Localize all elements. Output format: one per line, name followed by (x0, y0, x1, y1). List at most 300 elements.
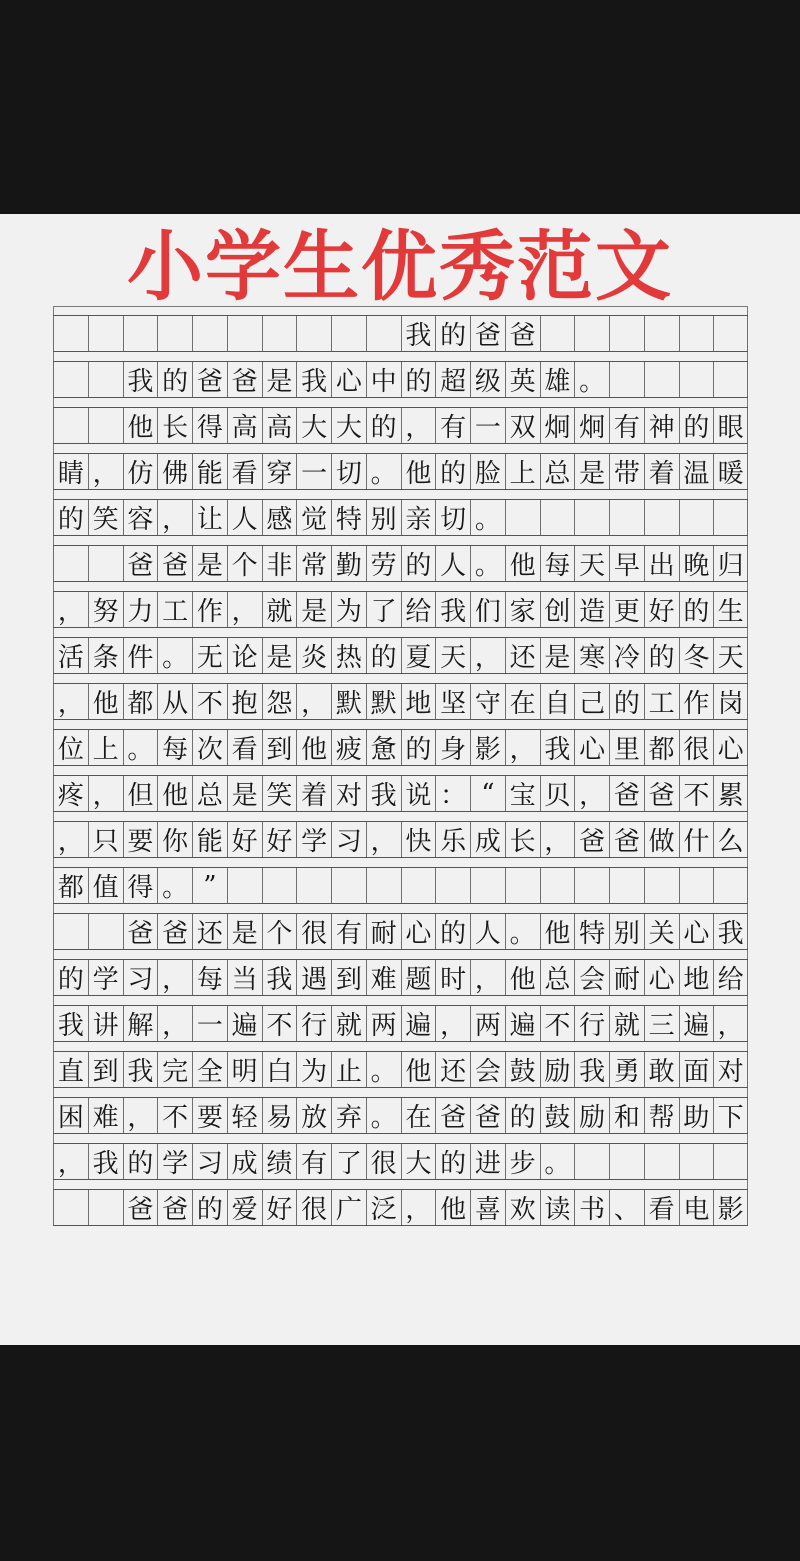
grid-cell (88, 1190, 123, 1225)
grid-cell: 爱 (227, 1190, 262, 1225)
grid-cell: 勤 (331, 546, 366, 581)
grid-cell: 爸 (123, 1190, 158, 1225)
grid-cell: 工 (157, 592, 192, 627)
grid-cell (574, 868, 609, 903)
grid-cell: 不 (540, 1006, 575, 1041)
grid-cell: 他 (435, 1190, 470, 1225)
grid-cell: 他 (401, 1052, 436, 1087)
grid-cell: 放 (296, 1098, 331, 1133)
grid-cell: 遍 (679, 1006, 714, 1041)
grid-cell: 进 (470, 1144, 505, 1179)
grid-cell: 人 (470, 914, 505, 949)
grid-cell (679, 362, 714, 397)
grid-cell: 轻 (227, 1098, 262, 1133)
essay-line (53, 499, 748, 536)
grid-cell: ， (540, 822, 575, 857)
grid-cell: 我 (540, 730, 575, 765)
grid-cell: 很 (679, 730, 714, 765)
grid-cell: ， (505, 730, 540, 765)
grid-cell: 生 (713, 592, 748, 627)
grid-cell: 困 (53, 1098, 88, 1133)
grid-cell: 寒 (574, 638, 609, 673)
grid-cell: 是 (227, 914, 262, 949)
grid-cell: 超 (435, 362, 470, 397)
grid-cell: 白 (262, 1052, 297, 1087)
grid-cell: 明 (227, 1052, 262, 1087)
grid-cell: 工 (644, 684, 679, 719)
essay-line (53, 729, 748, 766)
grid-cell: 给 (713, 960, 748, 995)
grid-cell: 不 (157, 1098, 192, 1133)
grid-cell: 讲 (88, 1006, 123, 1041)
grid-cell: 温 (679, 454, 714, 489)
grid-cell: 大 (296, 408, 331, 443)
grid-cell: 好 (262, 822, 297, 857)
grid-cell: ， (470, 638, 505, 673)
grid-cell: 们 (470, 592, 505, 627)
grid-cell: 别 (609, 914, 644, 949)
grid-cell: 特 (331, 500, 366, 535)
row-gap (53, 536, 748, 545)
grid-cell: 有 (609, 408, 644, 443)
essay-line (53, 361, 748, 398)
grid-cell: 件 (123, 638, 158, 673)
grid-cell: 弃 (331, 1098, 366, 1133)
grid-cell: 心 (679, 914, 714, 949)
grid-cell: ， (713, 1006, 748, 1041)
grid-cell: 晚 (679, 546, 714, 581)
grid-cell: 得 (123, 868, 158, 903)
grid-cell: 次 (192, 730, 227, 765)
grid-cell: 为 (296, 1052, 331, 1087)
grid-cell (679, 500, 714, 535)
grid-cell: 说 (401, 776, 436, 811)
grid-cell: 爸 (157, 546, 192, 581)
grid-cell: 到 (262, 730, 297, 765)
grid-cell: 的 (644, 638, 679, 673)
grid-cell: 对 (713, 1052, 748, 1087)
grid-cell: 影 (470, 730, 505, 765)
grid-cell: 常 (296, 546, 331, 581)
grid-cell: 的 (435, 316, 470, 351)
grid-cell: ， (470, 960, 505, 995)
grid-cell: ， (53, 1144, 88, 1179)
grid-cell: 穿 (262, 454, 297, 489)
grid-cell: 一 (470, 408, 505, 443)
grid-cell: 爸 (227, 362, 262, 397)
grid-cell (53, 1190, 88, 1225)
grid-cell: 睛 (53, 454, 88, 489)
grid-cell: 遍 (505, 1006, 540, 1041)
grid-cell: 很 (296, 914, 331, 949)
grid-cell: 中 (366, 362, 401, 397)
grid-cell: “ (470, 776, 505, 811)
grid-cell: ， (157, 960, 192, 995)
grid-cell (88, 362, 123, 397)
grid-cell: 有 (435, 408, 470, 443)
grid-cell (609, 362, 644, 397)
row-gap (53, 1088, 748, 1097)
grid-cell: 贝 (540, 776, 575, 811)
grid-cell: ” (192, 868, 227, 903)
grid-cell: 在 (401, 1098, 436, 1133)
grid-cell: 习 (331, 822, 366, 857)
grid-cell: 鼓 (505, 1052, 540, 1087)
essay-line (53, 913, 748, 950)
grid-cell: 面 (679, 1052, 714, 1087)
grid-cell: 很 (296, 1190, 331, 1225)
grid-cell: 的 (435, 454, 470, 489)
grid-cell: 要 (123, 822, 158, 857)
row-gap (53, 1180, 748, 1189)
grid-cell: 是 (227, 776, 262, 811)
grid-cell: 早 (609, 546, 644, 581)
grid-cell: ， (401, 408, 436, 443)
grid-cell: 的 (53, 960, 88, 995)
grid-cell: 爸 (470, 1098, 505, 1133)
grid-cell: 劳 (366, 546, 401, 581)
grid-cell: 是 (262, 638, 297, 673)
grid-cell: 地 (679, 960, 714, 995)
grid-cell (679, 1144, 714, 1179)
grid-cell: 成 (470, 822, 505, 857)
grid-cell: 眼 (713, 408, 748, 443)
grid-cell: 爸 (123, 546, 158, 581)
grid-cell (88, 408, 123, 443)
grid-cell (505, 868, 540, 903)
grid-cell: 惫 (366, 730, 401, 765)
grid-cell: 努 (88, 592, 123, 627)
grid-cell (331, 316, 366, 351)
grid-cell: 看 (227, 454, 262, 489)
grid-cell: 长 (505, 822, 540, 857)
grid-cell: 有 (331, 914, 366, 949)
row-gap (53, 444, 748, 453)
grid-cell: 天 (574, 546, 609, 581)
grid-cell: 里 (609, 730, 644, 765)
grid-cell: 心 (713, 730, 748, 765)
grid-cell: 到 (88, 1052, 123, 1087)
grid-cell: 冬 (679, 638, 714, 673)
grid-cell: 。 (366, 454, 401, 489)
grid-cell (435, 868, 470, 903)
grid-cell: 影 (713, 1190, 748, 1225)
grid-cell: 就 (262, 592, 297, 627)
grid-cell: 给 (401, 592, 436, 627)
grid-cell: 只 (88, 822, 123, 857)
grid-cell: 默 (366, 684, 401, 719)
grid-cell: 的 (366, 408, 401, 443)
grid-cell: 不 (192, 684, 227, 719)
grid-cell: 得 (192, 408, 227, 443)
grid-cell: 会 (470, 1052, 505, 1087)
grid-cell (401, 868, 436, 903)
grid-cell: 易 (262, 1098, 297, 1133)
row-gap (53, 674, 748, 683)
grid-cell: 个 (227, 546, 262, 581)
grid-cell: 心 (644, 960, 679, 995)
grid-cell: 题 (401, 960, 436, 995)
grid-cell: 喜 (470, 1190, 505, 1225)
grid-cell: 的 (401, 546, 436, 581)
grid-cell: 夏 (401, 638, 436, 673)
grid-cell: ， (157, 1006, 192, 1041)
grid-cell: 地 (401, 684, 436, 719)
grid-cell: 别 (366, 500, 401, 535)
row-gap (53, 996, 748, 1005)
grid-cell: ， (435, 1006, 470, 1041)
grid-cell: 快 (401, 822, 436, 857)
grid-cell: 他 (505, 960, 540, 995)
grid-cell: 的 (609, 684, 644, 719)
grid-cell: 有 (296, 1144, 331, 1179)
grid-cell: 更 (609, 592, 644, 627)
grid-cell (609, 868, 644, 903)
grid-cell: 自 (540, 684, 575, 719)
grid-cell: 爸 (505, 316, 540, 351)
grid-cell: 很 (366, 1144, 401, 1179)
grid-cell: 、 (609, 1190, 644, 1225)
grid-cell: 是 (540, 638, 575, 673)
essay-heading-row (53, 315, 748, 352)
grid-cell: 都 (53, 868, 88, 903)
grid-cell: 作 (192, 592, 227, 627)
grid-cell: 看 (227, 730, 262, 765)
row-gap (53, 766, 748, 775)
grid-cell: 好 (262, 1190, 297, 1225)
grid-cell: 止 (331, 1052, 366, 1087)
grid-cell: 能 (192, 454, 227, 489)
essay-line (53, 1189, 748, 1226)
grid-cell: 三 (644, 1006, 679, 1041)
row-gap (53, 812, 748, 821)
grid-cell: 耐 (366, 914, 401, 949)
grid-cell: 。 (366, 1052, 401, 1087)
grid-cell: 上 (88, 730, 123, 765)
grid-cell: 仿 (123, 454, 158, 489)
grid-cell: 的 (53, 500, 88, 535)
grid-cell: 行 (296, 1006, 331, 1041)
grid-cell: 要 (192, 1098, 227, 1133)
grid-cell: 着 (644, 454, 679, 489)
grid-cell: 但 (123, 776, 158, 811)
grid-cell: 他 (296, 730, 331, 765)
grid-cell (53, 914, 88, 949)
grid-cell: ， (401, 1190, 436, 1225)
grid-cell (192, 316, 227, 351)
grid-cell: 么 (713, 822, 748, 857)
row-gap (53, 490, 748, 499)
grid-cell: 着 (296, 776, 331, 811)
grid-cell (470, 868, 505, 903)
grid-cell (609, 500, 644, 535)
grid-cell: 全 (192, 1052, 227, 1087)
grid-cell: 一 (296, 454, 331, 489)
grid-cell: 上 (505, 454, 540, 489)
grid-cell: 习 (123, 960, 158, 995)
grid-cell: 我 (713, 914, 748, 949)
grid-cell: 暖 (713, 454, 748, 489)
grid-cell: 爸 (470, 316, 505, 351)
grid-cell (262, 316, 297, 351)
grid-cell: 鼓 (540, 1098, 575, 1133)
grid-cell: 。 (366, 1098, 401, 1133)
row-gap (53, 720, 748, 729)
grid-cell (574, 500, 609, 535)
grid-cell: 绩 (262, 1144, 297, 1179)
essay-line (53, 867, 748, 904)
grid-cell: 笑 (262, 776, 297, 811)
grid-cell: 是 (192, 546, 227, 581)
grid-cell: 从 (157, 684, 192, 719)
essay-line (53, 1005, 748, 1042)
essay-line (53, 407, 748, 444)
grid-cell: 。 (505, 914, 540, 949)
grid-cell: 了 (331, 1144, 366, 1179)
grid-cell: 默 (331, 684, 366, 719)
grid-cell (609, 316, 644, 351)
grid-cell: 时 (435, 960, 470, 995)
grid-cell (713, 316, 748, 351)
grid-cell: 我 (262, 960, 297, 995)
grid-cell: ， (227, 592, 262, 627)
grid-cell: 带 (609, 454, 644, 489)
grid-cell: 的 (401, 362, 436, 397)
grid-cell: 亲 (401, 500, 436, 535)
grid-cell (88, 316, 123, 351)
row-gap (53, 858, 748, 867)
grid-cell: 笑 (88, 500, 123, 535)
grid-cell (88, 914, 123, 949)
grid-cell: 。 (470, 500, 505, 535)
grid-cell: 励 (540, 1052, 575, 1087)
grid-cell (262, 868, 297, 903)
grid-cell: 和 (609, 1098, 644, 1133)
grid-cell: 还 (192, 914, 227, 949)
grid-cell: 的 (123, 1144, 158, 1179)
grid-cell: 高 (227, 408, 262, 443)
grid-cell: 爸 (192, 362, 227, 397)
grid-cell: 人 (435, 546, 470, 581)
grid-cell: 他 (505, 546, 540, 581)
grid-cell: 累 (713, 776, 748, 811)
page-title: 小学生优秀范文 (127, 222, 673, 311)
grid-cell: 他 (123, 408, 158, 443)
grid-cell: 不 (262, 1006, 297, 1041)
grid-cell: 出 (644, 546, 679, 581)
grid-cell: 学 (88, 960, 123, 995)
row-gap (53, 1042, 748, 1051)
grid-cell: 学 (157, 1144, 192, 1179)
grid-cell: 好 (644, 592, 679, 627)
grid-cell (713, 868, 748, 903)
grid-cell (644, 362, 679, 397)
grid-cell: ， (53, 684, 88, 719)
grid-cell: 好 (227, 822, 262, 857)
grid-cell (713, 500, 748, 535)
grid-cell: 佛 (157, 454, 192, 489)
grid-cell: 都 (644, 730, 679, 765)
essay-line (53, 1051, 748, 1088)
grid-cell: 习 (192, 1144, 227, 1179)
grid-cell: 学 (296, 822, 331, 857)
grid-cell (644, 868, 679, 903)
grid-cell: 英 (505, 362, 540, 397)
grid-cell: 神 (644, 408, 679, 443)
grid-cell: 身 (435, 730, 470, 765)
grid-cell: 解 (123, 1006, 158, 1041)
grid-cell: 耐 (609, 960, 644, 995)
grid-cell: 我 (435, 592, 470, 627)
grid-cell: 无 (192, 638, 227, 673)
grid-cell (644, 500, 679, 535)
grid-cell: 活 (53, 638, 88, 673)
grid-cell: 长 (157, 408, 192, 443)
grid-cell: 乐 (435, 822, 470, 857)
grid-cell: 。 (540, 1144, 575, 1179)
grid-cell: 书 (574, 1190, 609, 1225)
grid-cell (679, 316, 714, 351)
grid-cell: 天 (713, 638, 748, 673)
grid-cell: 是 (574, 454, 609, 489)
grid-cell: 都 (123, 684, 158, 719)
grid-cell: 条 (88, 638, 123, 673)
grid-cell: 值 (88, 868, 123, 903)
grid-cell: 为 (331, 592, 366, 627)
grid-cell: 切 (331, 454, 366, 489)
grid-cell: 我 (401, 316, 436, 351)
grid-cell: 对 (331, 776, 366, 811)
grid-cell: 我 (123, 362, 158, 397)
grid-cell: 特 (574, 914, 609, 949)
grid-cell: ， (53, 592, 88, 627)
grid-cell: 的 (435, 1144, 470, 1179)
grid-cell: 爸 (123, 914, 158, 949)
grid-cell (366, 868, 401, 903)
grid-cell: 宝 (505, 776, 540, 811)
grid-cell (53, 362, 88, 397)
grid-cell: 的 (435, 914, 470, 949)
grid-cell: 我 (574, 1052, 609, 1087)
grid-cell: 。 (574, 362, 609, 397)
grid-cell: 疲 (331, 730, 366, 765)
row-gap (53, 1134, 748, 1143)
grid-cell: 两 (470, 1006, 505, 1041)
grid-cell (644, 316, 679, 351)
grid-cell: 完 (157, 1052, 192, 1087)
grid-cell: 坚 (435, 684, 470, 719)
grid-cell: 守 (470, 684, 505, 719)
grid-cell: 力 (123, 592, 158, 627)
grid-cell: 看 (644, 1190, 679, 1225)
grid-cell: 会 (574, 960, 609, 995)
essay-line (53, 637, 748, 674)
grid-cell: 的 (157, 362, 192, 397)
grid-cell: 。 (470, 546, 505, 581)
grid-cell: 非 (262, 546, 297, 581)
grid-cell: 总 (540, 960, 575, 995)
grid-cell: 了 (366, 592, 401, 627)
grid-cell: 炯 (574, 408, 609, 443)
row-gap (53, 398, 748, 407)
grid-cell: 怨 (262, 684, 297, 719)
grid-cell: 成 (227, 1144, 262, 1179)
grid-cell: 还 (435, 1052, 470, 1087)
grid-cell: 热 (331, 638, 366, 673)
grid-cell: ： (435, 776, 470, 811)
grid-cell: 炎 (296, 638, 331, 673)
grid-cell: 爸 (157, 914, 192, 949)
